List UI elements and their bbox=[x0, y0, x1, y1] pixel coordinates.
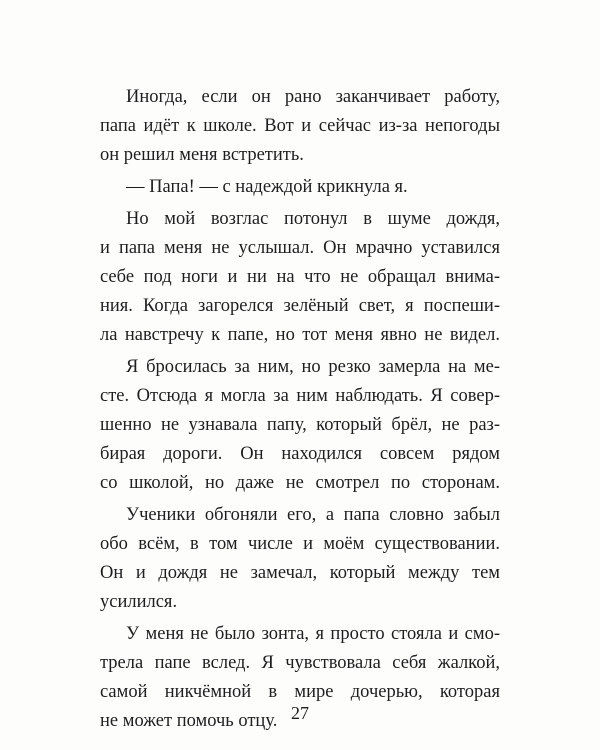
page-number: 27 bbox=[291, 703, 309, 723]
text-line: и папа меня не услышал. Он мрачно уставился bbox=[100, 238, 500, 258]
text-line: трела папе вслед. Я чувствовала себя жалкой, bbox=[100, 653, 500, 673]
text-line: ла навстречу к папе, но тот меня явно не видел. bbox=[100, 325, 500, 345]
text-line: обо всём, в том числе и моём существовании. bbox=[100, 534, 500, 554]
text-line: самой никчёмной в мире дочерью, которая bbox=[100, 682, 500, 702]
text-line: У меня не было зонта, я просто стояла и смо- bbox=[126, 624, 500, 644]
text-line: со школой, но даже не смотрел по сторонам. bbox=[100, 473, 500, 493]
text-line: бирая дороги. Он находился совсем рядом bbox=[100, 444, 500, 464]
text-line: Ученики обгоняли его, а папа словно забыл bbox=[126, 505, 500, 525]
text-line: Я бросилась за ним, но резко замерла на ме- bbox=[126, 357, 500, 377]
text-line: себе под ноги и ни на что не обращал внима- bbox=[100, 267, 500, 287]
text-line: усилился. bbox=[100, 592, 178, 612]
text-line: Но мой возглас потонул в шуме дождя, bbox=[126, 209, 500, 229]
text-line: шенно не узнавала папу, который брёл, не раз- bbox=[100, 415, 500, 435]
body-text bbox=[100, 83, 500, 736]
text-line: Иногда, если он рано заканчивает работу, bbox=[126, 87, 500, 107]
text-line: — Папа! — с надеждой крикнула я. bbox=[126, 177, 408, 197]
text-line: ния. Когда загорелся зелёный свет, я поспеши- bbox=[100, 296, 500, 316]
text-line: папа идёт к школе. Вот и сейчас из-за непогоды bbox=[100, 116, 500, 136]
text-line: он решил меня встретить. bbox=[100, 145, 304, 165]
text-line: не может помочь отцу. bbox=[100, 711, 278, 731]
text-line: сте. Отсюда я могла за ним наблюдать. Я совер- bbox=[100, 386, 500, 406]
text-line: Он и дождя не замечал, который между тем bbox=[100, 563, 500, 583]
